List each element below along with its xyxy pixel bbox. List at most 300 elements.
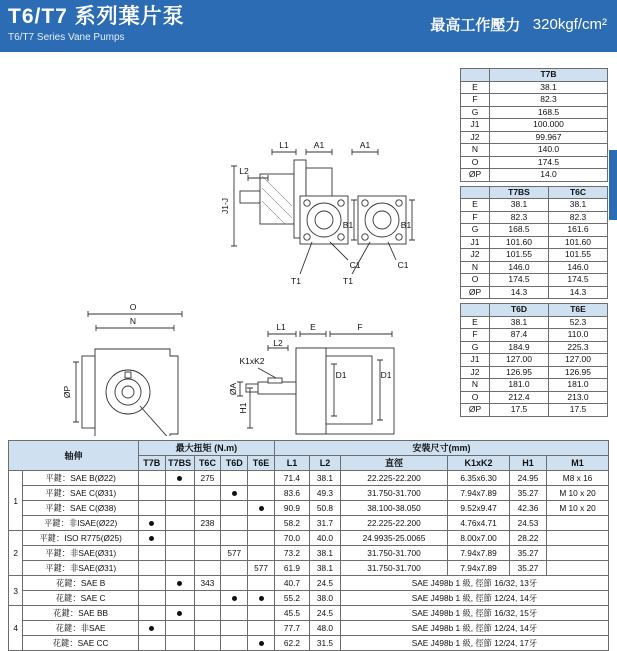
cell-t7b bbox=[138, 501, 165, 516]
table-row bbox=[9, 501, 609, 516]
spec-row-label: E bbox=[461, 199, 490, 212]
cell-l2: 48.0 bbox=[310, 621, 341, 636]
table-row bbox=[461, 211, 608, 224]
cell-t6e bbox=[248, 516, 275, 531]
cell-t6e bbox=[248, 606, 275, 621]
cell-t6e bbox=[248, 636, 275, 651]
dim-label-O: O bbox=[129, 302, 137, 312]
cell-diameter: SAE J498b 1 級, 徑節 12/24, 14牙 bbox=[340, 591, 608, 606]
cell-l2: 38.0 bbox=[310, 591, 341, 606]
spec-row-label: J2 bbox=[461, 249, 490, 262]
cell-t6d bbox=[221, 561, 248, 576]
table-row bbox=[461, 224, 608, 237]
spec-row-label: J1 bbox=[461, 236, 490, 249]
cell-t6d bbox=[221, 636, 248, 651]
col-diameter: 直徑 bbox=[340, 456, 447, 471]
table-row bbox=[461, 94, 608, 107]
table-row bbox=[461, 81, 608, 94]
spec-cell: 181.0 bbox=[549, 379, 608, 392]
table-row bbox=[461, 186, 608, 199]
side-tab-marker bbox=[609, 150, 617, 220]
cell-t6c bbox=[194, 636, 221, 651]
spec-cell: 127.00 bbox=[549, 354, 608, 367]
cell-t7b bbox=[138, 576, 165, 591]
spec-cell: 161.6 bbox=[549, 224, 608, 237]
pressure-value: 320kgf/cm² bbox=[532, 16, 607, 33]
table-row bbox=[9, 471, 609, 486]
spec-col-t6e: T6E bbox=[549, 304, 608, 317]
spec-row-label: N bbox=[461, 144, 490, 157]
spec-cell: 184.9 bbox=[490, 341, 549, 354]
axial-label: 花鍵：非SAE bbox=[23, 621, 138, 636]
spec-row-label: O bbox=[461, 391, 490, 404]
table-row bbox=[461, 391, 608, 404]
dim-label-E: E bbox=[310, 322, 316, 332]
spec-table-t7bs-t6c bbox=[460, 186, 608, 300]
axial-label: 平鍵：SAE C(Ø31) bbox=[23, 486, 138, 501]
dim-label-F: F bbox=[357, 322, 363, 332]
table-row bbox=[461, 366, 608, 379]
cell-diameter: 31.750-31.700 bbox=[340, 486, 447, 501]
cell-t6c bbox=[194, 606, 221, 621]
cell-diameter: 31.750-31.700 bbox=[340, 561, 447, 576]
cell-diameter: 22.225-22.200 bbox=[340, 471, 447, 486]
dim-label-N: N bbox=[129, 316, 137, 326]
spec-col-blank-0 bbox=[461, 69, 490, 82]
cell-t6e bbox=[248, 591, 275, 606]
spec-row-label: G bbox=[461, 224, 490, 237]
cell-t6c bbox=[194, 531, 221, 546]
cell-t7b bbox=[138, 621, 165, 636]
dim-label-L1b: L1 bbox=[276, 322, 286, 332]
cell-l1: 71.4 bbox=[274, 471, 309, 486]
cell-t6e bbox=[248, 621, 275, 636]
cell-k: 7.94x7.89 bbox=[448, 561, 510, 576]
spec-table-t6d-t6e bbox=[460, 303, 608, 417]
table-row bbox=[461, 199, 608, 212]
cell-t7bs bbox=[165, 591, 194, 606]
cell-m1 bbox=[547, 561, 609, 576]
cell-l1: 90.9 bbox=[274, 501, 309, 516]
spec-cell: 174.5 bbox=[490, 156, 608, 169]
spec-cell: 126.95 bbox=[490, 366, 549, 379]
cell-t7b bbox=[138, 516, 165, 531]
mark-dot bbox=[259, 506, 264, 511]
cell-h1: 28.22 bbox=[509, 531, 546, 546]
spec-cell: 101.60 bbox=[549, 236, 608, 249]
axial-label: 平鍵：非SAE(Ø31) bbox=[23, 546, 138, 561]
spec-cell: 101.55 bbox=[549, 249, 608, 262]
table-row bbox=[461, 354, 608, 367]
cell-t6c bbox=[194, 561, 221, 576]
spec-row-label: G bbox=[461, 341, 490, 354]
dim-label-A1-b: A1 bbox=[359, 140, 371, 150]
table-row bbox=[9, 516, 609, 531]
col-k1xk2: K1xK2 bbox=[448, 456, 510, 471]
cell-h1: 35.27 bbox=[509, 561, 546, 576]
spec-cell: 146.0 bbox=[490, 261, 549, 274]
cell-diameter: SAE J498b 1 級, 徑節 16/32, 13牙 bbox=[340, 576, 608, 591]
cell-l2: 38.1 bbox=[310, 471, 341, 486]
spec-cell: 87.4 bbox=[490, 329, 549, 342]
dim-label-A1-a: A1 bbox=[313, 140, 325, 150]
spec-col-t6c: T6C bbox=[549, 186, 608, 199]
cell-l1: 62.2 bbox=[274, 636, 309, 651]
axial-label: 平鍵：SAE B(Ø22) bbox=[23, 471, 138, 486]
cell-l1: 40.7 bbox=[274, 576, 309, 591]
col-l1: L1 bbox=[274, 456, 309, 471]
cell-t6e bbox=[248, 576, 275, 591]
cell-l2: 38.1 bbox=[310, 546, 341, 561]
cell-l1: 70.0 bbox=[274, 531, 309, 546]
spec-cell: 168.5 bbox=[490, 106, 608, 119]
axial-label: 平鍵：ISO R775(Ø25) bbox=[23, 531, 138, 546]
spec-cell: 101.55 bbox=[490, 249, 549, 262]
col-h1: H1 bbox=[509, 456, 546, 471]
dim-label-B1-b: B1 bbox=[400, 220, 412, 230]
cell-k: 7.94x7.89 bbox=[448, 486, 510, 501]
spec-cell: 14.3 bbox=[549, 286, 608, 299]
cell-h1: 35.27 bbox=[509, 486, 546, 501]
cell-t7bs bbox=[165, 576, 194, 591]
spec-row-label: J1 bbox=[461, 119, 490, 132]
cell-h1: 42.36 bbox=[509, 501, 546, 516]
dim-label-C1-a: C1 bbox=[349, 260, 361, 270]
cell-m1: M8 x 16 bbox=[547, 471, 609, 486]
dim-label-C1-b: C1 bbox=[397, 260, 409, 270]
cell-l2: 24.5 bbox=[310, 606, 341, 621]
table-row bbox=[461, 131, 608, 144]
cell-t6c bbox=[194, 621, 221, 636]
spec-row-label: J1 bbox=[461, 354, 490, 367]
mark-dot bbox=[177, 611, 182, 616]
dim-label-D1-b: D1 bbox=[335, 370, 347, 380]
spec-row-label: F bbox=[461, 329, 490, 342]
cell-diameter: SAE J498b 1 級, 徑節 12/24, 17牙 bbox=[340, 636, 608, 651]
spec-table-t7b bbox=[460, 68, 608, 182]
col-l2: L2 bbox=[310, 456, 341, 471]
cell-diameter: 38.100-38.050 bbox=[340, 501, 447, 516]
cell-t6e bbox=[248, 471, 275, 486]
main-data-table bbox=[8, 440, 609, 651]
cell-t6e bbox=[248, 531, 275, 546]
cell-t6c bbox=[194, 591, 221, 606]
cell-t7bs bbox=[165, 621, 194, 636]
cell-t7bs bbox=[165, 561, 194, 576]
cell-l1: 45.5 bbox=[274, 606, 309, 621]
col-t7b: T7B bbox=[138, 456, 165, 471]
cell-t7b bbox=[138, 531, 165, 546]
table-row bbox=[461, 286, 608, 299]
spec-cell: 101.60 bbox=[490, 236, 549, 249]
spec-col-t7b: T7B bbox=[490, 69, 608, 82]
spec-cell: 17.5 bbox=[549, 404, 608, 417]
table-row bbox=[9, 591, 609, 606]
cell-t7bs bbox=[165, 516, 194, 531]
spec-cell: 38.1 bbox=[549, 199, 608, 212]
dim-label-OP: ØP bbox=[62, 385, 72, 399]
cell-h1: 24.53 bbox=[509, 516, 546, 531]
dim-label-B1-a: B1 bbox=[342, 220, 354, 230]
header-torque: 最大扭矩 (N.m) bbox=[138, 441, 274, 456]
table-row bbox=[9, 546, 609, 561]
cell-t7b bbox=[138, 546, 165, 561]
cell-k: 7.94x7.89 bbox=[448, 546, 510, 561]
table-row bbox=[9, 621, 609, 636]
spec-row-label: E bbox=[461, 316, 490, 329]
dim-label-L1: L1 bbox=[279, 140, 289, 150]
cell-t7bs bbox=[165, 606, 194, 621]
spec-cell: 140.0 bbox=[490, 144, 608, 157]
table-row bbox=[461, 404, 608, 417]
axial-label: 花鍵：SAE BB bbox=[23, 606, 138, 621]
cell-t7b bbox=[138, 486, 165, 501]
cell-l1: 61.9 bbox=[274, 561, 309, 576]
table-row bbox=[461, 274, 608, 287]
table-row bbox=[461, 169, 608, 182]
mark-dot bbox=[232, 491, 237, 496]
axial-label: 花鍵：SAE CC bbox=[23, 636, 138, 651]
cell-l2: 49.3 bbox=[310, 486, 341, 501]
shaft-extension-table bbox=[8, 440, 609, 651]
cell-t6d bbox=[221, 591, 248, 606]
header-mounting: 安裝尺寸(mm) bbox=[274, 441, 608, 456]
cell-l2: 31.7 bbox=[310, 516, 341, 531]
axial-label: 花鍵：SAE C bbox=[23, 591, 138, 606]
cell-t7b bbox=[138, 636, 165, 651]
page-header bbox=[0, 0, 617, 52]
spec-row-label: ØP bbox=[461, 404, 490, 417]
cell-l2: 38.1 bbox=[310, 561, 341, 576]
cell-l2: 24.5 bbox=[310, 576, 341, 591]
dim-label-T1-b: T1 bbox=[343, 276, 353, 286]
spec-row-label: O bbox=[461, 274, 490, 287]
cell-l2: 31.5 bbox=[310, 636, 341, 651]
cell-t7bs bbox=[165, 501, 194, 516]
table-row bbox=[461, 316, 608, 329]
spec-row-label: G bbox=[461, 106, 490, 119]
cell-t6e bbox=[248, 501, 275, 516]
spec-cell: 126.95 bbox=[549, 366, 608, 379]
cell-m1 bbox=[547, 531, 609, 546]
cell-t6c: 275 bbox=[194, 471, 221, 486]
table-row bbox=[461, 304, 608, 317]
cell-m1 bbox=[547, 546, 609, 561]
specification-tables bbox=[460, 68, 608, 421]
table-row bbox=[461, 379, 608, 392]
cell-t6d: 577 bbox=[221, 546, 248, 561]
cell-l1: 58.2 bbox=[274, 516, 309, 531]
spec-cell: 14.3 bbox=[490, 286, 549, 299]
spec-cell: 174.5 bbox=[490, 274, 549, 287]
spec-cell: 14.0 bbox=[490, 169, 608, 182]
spec-row-label: O bbox=[461, 156, 490, 169]
cell-l1: 83.6 bbox=[274, 486, 309, 501]
axial-label: 花鍵：SAE B bbox=[23, 576, 138, 591]
cell-diameter: 24.9935-25.0065 bbox=[340, 531, 447, 546]
mark-dot bbox=[149, 626, 154, 631]
spec-row-label: ØP bbox=[461, 169, 490, 182]
cell-t6d bbox=[221, 486, 248, 501]
header-titles bbox=[8, 4, 185, 45]
spec-row-label: ØP bbox=[461, 286, 490, 299]
page-title: T6/T7 系列葉片泵 bbox=[8, 5, 185, 28]
table-row bbox=[9, 576, 609, 591]
cell-t6d bbox=[221, 621, 248, 636]
col-t6e: T6E bbox=[248, 456, 275, 471]
cell-t6d bbox=[221, 531, 248, 546]
dim-label-J1-J: J1-J bbox=[220, 197, 230, 215]
cell-t6e: 577 bbox=[248, 561, 275, 576]
mark-dot bbox=[149, 521, 154, 526]
cell-t6d bbox=[221, 576, 248, 591]
spec-cell: 168.5 bbox=[490, 224, 549, 237]
spec-cell: 100.000 bbox=[490, 119, 608, 132]
spec-col-t7bs: T7BS bbox=[490, 186, 549, 199]
spec-cell: 82.3 bbox=[549, 211, 608, 224]
cell-t7b bbox=[138, 561, 165, 576]
cell-l2: 40.0 bbox=[310, 531, 341, 546]
spec-cell: 127.00 bbox=[490, 354, 549, 367]
spec-cell: 38.1 bbox=[490, 81, 608, 94]
spec-cell: 225.3 bbox=[549, 341, 608, 354]
spec-row-label: J2 bbox=[461, 131, 490, 144]
spec-cell: 110.0 bbox=[549, 329, 608, 342]
col-t7bs: T7BS bbox=[165, 456, 194, 471]
cell-k: 6.35x6.30 bbox=[448, 471, 510, 486]
table-row bbox=[461, 144, 608, 157]
axial-label: 平鍵：SAE C(Ø38) bbox=[23, 501, 138, 516]
cell-t7bs bbox=[165, 546, 194, 561]
cell-t6d bbox=[221, 471, 248, 486]
cell-t6c bbox=[194, 546, 221, 561]
cell-m1: M 10 x 20 bbox=[547, 501, 609, 516]
header-pressure bbox=[430, 14, 607, 35]
dim-label-D1-a: D1 bbox=[380, 370, 392, 380]
col-t6d: T6D bbox=[221, 456, 248, 471]
axial-label: 平鍵：非ISAE(Ø22) bbox=[23, 516, 138, 531]
cell-k: 8.00x7.00 bbox=[448, 531, 510, 546]
cell-t7b bbox=[138, 606, 165, 621]
cell-t6d bbox=[221, 516, 248, 531]
group-index: 2 bbox=[9, 531, 23, 576]
cell-t6c bbox=[194, 486, 221, 501]
spec-cell: 38.1 bbox=[490, 316, 549, 329]
spec-cell: 212.4 bbox=[490, 391, 549, 404]
dim-label-H1: H1 bbox=[238, 402, 248, 414]
cell-t6e bbox=[248, 486, 275, 501]
cell-k: 9.52x9.47 bbox=[448, 501, 510, 516]
cell-t6d bbox=[221, 606, 248, 621]
table-row bbox=[9, 531, 609, 546]
spec-row-label: E bbox=[461, 81, 490, 94]
spec-row-label: N bbox=[461, 261, 490, 274]
table-row bbox=[9, 561, 609, 576]
spec-cell: 38.1 bbox=[490, 199, 549, 212]
axial-label: 平鍵：非SAE(Ø31) bbox=[23, 561, 138, 576]
spec-col-blank-2 bbox=[461, 304, 490, 317]
table-row bbox=[461, 236, 608, 249]
group-index: 1 bbox=[9, 471, 23, 531]
cell-k: 4.76x4.71 bbox=[448, 516, 510, 531]
col-t6c: T6C bbox=[194, 456, 221, 471]
cell-diameter: 31.750-31.700 bbox=[340, 546, 447, 561]
table-row bbox=[461, 329, 608, 342]
spec-cell: 146.0 bbox=[549, 261, 608, 274]
table-header-row bbox=[9, 441, 609, 456]
table-row bbox=[461, 106, 608, 119]
group-index: 3 bbox=[9, 576, 23, 606]
mark-dot bbox=[232, 596, 237, 601]
cell-diameter: SAE J498b 1 級, 徑節 12/24, 14牙 bbox=[340, 621, 608, 636]
mark-dot bbox=[259, 641, 264, 646]
dim-label-L2: L2 bbox=[239, 166, 249, 176]
spec-row-label: F bbox=[461, 94, 490, 107]
cell-h1: 24.95 bbox=[509, 471, 546, 486]
spec-cell: 52.3 bbox=[549, 316, 608, 329]
spec-cell: 82.3 bbox=[490, 211, 549, 224]
cell-t7b bbox=[138, 591, 165, 606]
table-row bbox=[9, 636, 609, 651]
cell-h1: 35.27 bbox=[509, 546, 546, 561]
col-m1: M1 bbox=[547, 456, 609, 471]
cell-t6c: 343 bbox=[194, 576, 221, 591]
spec-col-blank-1 bbox=[461, 186, 490, 199]
cell-t7bs bbox=[165, 531, 194, 546]
mark-dot bbox=[177, 581, 182, 586]
dim-label-K1xK2: K1xK2 bbox=[239, 356, 265, 366]
spec-cell: 174.5 bbox=[549, 274, 608, 287]
cell-l1: 55.2 bbox=[274, 591, 309, 606]
cell-t6c: 238 bbox=[194, 516, 221, 531]
spec-cell: 213.0 bbox=[549, 391, 608, 404]
spec-cell: 17.5 bbox=[490, 404, 549, 417]
table-row bbox=[461, 249, 608, 262]
cell-t6c bbox=[194, 501, 221, 516]
cell-t7bs bbox=[165, 471, 194, 486]
group-index: 4 bbox=[9, 606, 23, 651]
cell-diameter: SAE J498b 1 級, 徑節 16/32, 15牙 bbox=[340, 606, 608, 621]
cell-t6d bbox=[221, 501, 248, 516]
page-subtitle: T6/T7 Series Vane Pumps bbox=[8, 32, 125, 43]
mark-dot bbox=[149, 536, 154, 541]
table-row bbox=[461, 69, 608, 82]
dim-label-OA: ØA bbox=[228, 382, 238, 396]
table-row bbox=[461, 261, 608, 274]
drawing-svg bbox=[0, 56, 460, 436]
cell-l2: 50.8 bbox=[310, 501, 341, 516]
technical-drawings bbox=[0, 56, 460, 436]
spec-row-label: F bbox=[461, 211, 490, 224]
mark-dot bbox=[259, 596, 264, 601]
table-row bbox=[461, 341, 608, 354]
header-axial: 轴伸 bbox=[9, 441, 139, 471]
spec-row-label: J2 bbox=[461, 366, 490, 379]
spec-col-t6d: T6D bbox=[490, 304, 549, 317]
dim-label-T1-a: T1 bbox=[291, 276, 301, 286]
spec-cell: 181.0 bbox=[490, 379, 549, 392]
cell-t7b bbox=[138, 471, 165, 486]
cell-t6e bbox=[248, 546, 275, 561]
spec-cell: 99.967 bbox=[490, 131, 608, 144]
spec-row-label: N bbox=[461, 379, 490, 392]
cell-l1: 77.7 bbox=[274, 621, 309, 636]
mark-dot bbox=[177, 476, 182, 481]
dim-label-L2b: L2 bbox=[273, 338, 283, 348]
cell-m1: M 10 x 20 bbox=[547, 486, 609, 501]
table-row bbox=[9, 606, 609, 621]
table-row bbox=[461, 119, 608, 132]
